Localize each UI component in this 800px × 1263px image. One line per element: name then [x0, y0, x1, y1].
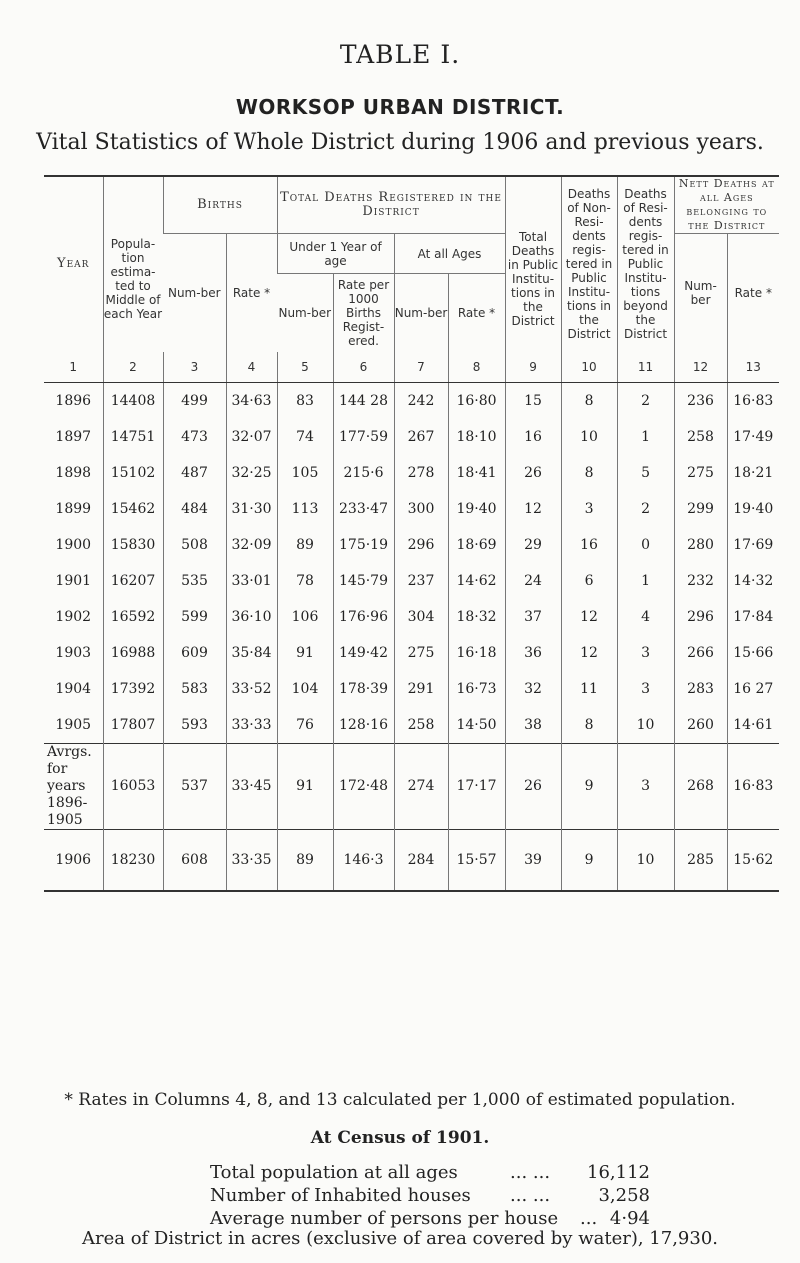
table-cell: 4	[617, 599, 674, 635]
table-cell: 18·69	[448, 527, 505, 563]
table-cell: 39	[505, 829, 561, 891]
table-cell: 33·33	[226, 707, 277, 744]
header-non-residents: Deaths of Non-Resi-dents regis-tered in Public Institu-tions in the District	[561, 176, 617, 352]
table-cell: 258	[394, 707, 448, 744]
table-row	[44, 599, 779, 635]
table-cell: 1902	[55, 608, 92, 625]
table-cell: 2	[617, 382, 674, 419]
table-cell: 16	[561, 527, 617, 563]
table-cell: 535	[163, 563, 226, 599]
table-cell: 2	[617, 491, 674, 527]
table-cell: 296	[674, 599, 727, 635]
header-residents-beyond: Deaths of Resi-dents regis-tered in Public Institu-tions beyond the District	[617, 176, 674, 352]
header-year: Year	[57, 256, 90, 272]
header-births-number: Num-ber	[167, 285, 221, 300]
table-cell: 274	[394, 743, 448, 829]
table-cell: 31·30	[226, 491, 277, 527]
table-cell: 12	[561, 635, 617, 671]
vital-statistics-table	[44, 175, 779, 892]
table-cell: 26	[505, 455, 561, 491]
table-row	[44, 419, 779, 455]
table-cell: 300	[394, 491, 448, 527]
table-cell: 177·59	[333, 419, 394, 455]
table-cell: 146·3	[333, 829, 394, 891]
header-nett-rate: Rate *	[727, 234, 779, 352]
table-cell: 275	[394, 635, 448, 671]
table-cell: 16·83	[727, 382, 779, 419]
header-all-ages-number: Num-ber	[394, 274, 448, 352]
table-cell: 89	[277, 527, 333, 563]
table-cell: 5	[617, 455, 674, 491]
table-cell: 233·47	[333, 491, 394, 527]
table-cell: 91	[277, 635, 333, 671]
table-cell: 609	[163, 635, 226, 671]
census-label: Average number of persons per house	[210, 1208, 559, 1229]
table-cell: 18·32	[448, 599, 505, 635]
table-cell: 1901	[55, 572, 92, 589]
table-cell: 14751	[103, 419, 163, 455]
column-number: 8	[448, 352, 505, 383]
table-cell: 1897	[55, 428, 92, 445]
column-number: 1	[44, 352, 103, 383]
header-nett-deaths: Nett Deaths at all Ages belonging to the District	[674, 176, 779, 234]
table-cell: 16·18	[448, 635, 505, 671]
table-cell: 608	[163, 829, 226, 891]
column-number: 10	[561, 352, 617, 383]
table-cell: 16053	[103, 743, 163, 829]
table-cell: 15·66	[727, 635, 779, 671]
rates-footnote: * Rates in Columns 4, 8, and 13 calculated per 1,000 of estimated population.	[64, 1090, 736, 1110]
table-cell: 473	[163, 419, 226, 455]
table-cell: 15102	[103, 455, 163, 491]
table-cell: 178·39	[333, 671, 394, 707]
table-cell: 6	[561, 563, 617, 599]
table-cell: 291	[394, 671, 448, 707]
table-label: TABLE I.	[339, 40, 461, 69]
table-cell: 280	[674, 527, 727, 563]
table-cell: 89	[277, 829, 333, 891]
header-all-ages-rate: Rate *	[448, 274, 505, 352]
column-number: 9	[505, 352, 561, 383]
column-number: 12	[674, 352, 727, 383]
table-row	[44, 491, 779, 527]
header-under-1: Under 1 Year of age	[277, 234, 394, 274]
table-cell: 8	[561, 382, 617, 419]
table-cell: 499	[163, 382, 226, 419]
averages-label: Avrgs. for years 1896-1905	[44, 743, 103, 829]
table-cell: 304	[394, 599, 448, 635]
column-number: 2	[103, 352, 163, 383]
table-cell: 18·41	[448, 455, 505, 491]
table-cell: 299	[674, 491, 727, 527]
table-cell: 14·61	[727, 707, 779, 744]
table-cell: 10	[617, 707, 674, 744]
census-label: Number of Inhabited houses	[210, 1185, 471, 1206]
leader-dots: ... ...	[510, 1185, 551, 1206]
table-cell: 14·50	[448, 707, 505, 744]
table-cell: 3	[617, 671, 674, 707]
table-cell: 1903	[55, 644, 92, 661]
table-cell: 17392	[103, 671, 163, 707]
table-cell: 37	[505, 599, 561, 635]
table-cell: 15	[505, 382, 561, 419]
table-row	[44, 635, 779, 671]
table-cell: 3	[617, 635, 674, 671]
table-row	[44, 707, 779, 744]
leader-dots: ... ...	[510, 1162, 551, 1183]
table-cell: 593	[163, 707, 226, 744]
table-cell: 1904	[55, 680, 92, 697]
table-cell: 175·19	[333, 527, 394, 563]
header-under-1-number: Num-ber	[278, 305, 332, 320]
table-cell: 14·32	[727, 563, 779, 599]
table-cell: 17·17	[448, 743, 505, 829]
table-cell: 15462	[103, 491, 163, 527]
table-cell: 296	[394, 527, 448, 563]
column-number: 3	[163, 352, 226, 383]
header-public-institutions: Total Deaths in Public Institu-tions in the District	[505, 176, 561, 352]
header-population: Popula-tion estima-ted to Middle of each Year	[103, 176, 163, 352]
table-row	[44, 455, 779, 491]
table-cell: 1906	[44, 829, 103, 891]
table-cell: 1905	[55, 716, 92, 733]
table-cell: 0	[617, 527, 674, 563]
table-cell: 1	[617, 563, 674, 599]
table-cell: 32·07	[226, 419, 277, 455]
table-cell: 104	[277, 671, 333, 707]
table-cell: 236	[674, 382, 727, 419]
table-cell: 33·45	[226, 743, 277, 829]
table-cell: 19·40	[727, 491, 779, 527]
table-cell: 76	[277, 707, 333, 744]
table-cell: 19·40	[448, 491, 505, 527]
table-cell: 32·25	[226, 455, 277, 491]
table-row	[44, 527, 779, 563]
column-number: 7	[394, 352, 448, 383]
census-value: 3,258	[598, 1185, 650, 1206]
column-number: 6	[333, 352, 394, 383]
table-cell: 33·35	[226, 829, 277, 891]
table-cell: 10	[561, 419, 617, 455]
table-cell: 12	[561, 599, 617, 635]
table-cell: 106	[277, 599, 333, 635]
table-cell: 36·10	[226, 599, 277, 635]
header-under-1-rate: Rate per 1000 Births Regist-ered.	[333, 274, 394, 352]
column-number: 11	[617, 352, 674, 383]
table-cell: 1900	[55, 536, 92, 553]
table-cell: 74	[277, 419, 333, 455]
table-row	[44, 382, 779, 419]
header-nett-number: Num-ber	[674, 234, 727, 352]
table-cell: 91	[277, 743, 333, 829]
table-cell: 232	[674, 563, 727, 599]
table-cell: 34·63	[226, 382, 277, 419]
table-cell: 16207	[103, 563, 163, 599]
table-cell: 283	[674, 671, 727, 707]
leader-dots: ...	[580, 1208, 598, 1229]
table-cell: 15·62	[727, 829, 779, 891]
table-cell: 17·49	[727, 419, 779, 455]
table-cell: 149·42	[333, 635, 394, 671]
table-cell: 29	[505, 527, 561, 563]
table-cell: 9	[561, 829, 617, 891]
table-cell: 8	[561, 455, 617, 491]
table-cell: 36	[505, 635, 561, 671]
table-cell: 16988	[103, 635, 163, 671]
table-cell: 508	[163, 527, 226, 563]
table-cell: 583	[163, 671, 226, 707]
table-cell: 237	[394, 563, 448, 599]
table-cell: 17807	[103, 707, 163, 744]
table-cell: 285	[674, 829, 727, 891]
table-cell: 284	[394, 829, 448, 891]
table-cell: 33·01	[226, 563, 277, 599]
table-cell: 83	[277, 382, 333, 419]
table-cell: 24	[505, 563, 561, 599]
table-cell: 1	[617, 419, 674, 455]
table-cell: 8	[561, 707, 617, 744]
table-row	[44, 563, 779, 599]
table-cell: 487	[163, 455, 226, 491]
table-cell: 14·62	[448, 563, 505, 599]
table-cell: 275	[674, 455, 727, 491]
table-body	[44, 382, 779, 891]
table-cell: 267	[394, 419, 448, 455]
table-subtitle: Vital Statistics of Whole District during 1906 and previous years.	[36, 130, 764, 155]
census-item	[210, 1185, 730, 1209]
table-cell: 268	[674, 743, 727, 829]
table-cell: 26	[505, 743, 561, 829]
table-cell: 78	[277, 563, 333, 599]
district-title: WORKSOP URBAN DISTRICT.	[235, 95, 565, 119]
table-cell: 113	[277, 491, 333, 527]
column-number: 5	[277, 352, 333, 383]
table-cell: 1896	[44, 382, 103, 419]
table-cell: 3	[561, 491, 617, 527]
table-cell: 18230	[103, 829, 163, 891]
column-numbers-row	[44, 352, 779, 383]
table-cell: 484	[163, 491, 226, 527]
table-cell: 15·57	[448, 829, 505, 891]
census-value: 4·94	[609, 1208, 650, 1229]
table-cell: 3	[617, 743, 674, 829]
table-cell: 14408	[103, 382, 163, 419]
header-births-rate: Rate *	[226, 234, 277, 352]
header-total-deaths: Total Deaths Registered in the District	[277, 176, 505, 234]
header-all-ages: At all Ages	[394, 234, 505, 274]
table-cell: 176·96	[333, 599, 394, 635]
column-number: 4	[226, 352, 277, 383]
table-cell: 12	[505, 491, 561, 527]
table-cell: 144 28	[333, 382, 394, 419]
table-cell: 258	[674, 419, 727, 455]
census-value: 16,112	[587, 1162, 650, 1183]
table-cell: 16·73	[448, 671, 505, 707]
table-cell: 260	[674, 707, 727, 744]
table-cell: 17·84	[727, 599, 779, 635]
table-cell: 38	[505, 707, 561, 744]
table-cell: 1899	[55, 500, 92, 517]
table-cell: 32	[505, 671, 561, 707]
table-cell: 32·09	[226, 527, 277, 563]
table-cell: 215·6	[333, 455, 394, 491]
header-births: Births	[163, 176, 277, 234]
table-cell: 18·10	[448, 419, 505, 455]
table-cell: 16·80	[448, 382, 505, 419]
table-cell: 145·79	[333, 563, 394, 599]
year-1906-row	[44, 829, 779, 891]
table-cell: 278	[394, 455, 448, 491]
table-cell: 172·48	[333, 743, 394, 829]
table-cell: 266	[674, 635, 727, 671]
table-cell: 16·83	[727, 743, 779, 829]
table-cell: 537	[163, 743, 226, 829]
table-cell: 33·52	[226, 671, 277, 707]
table-cell: 15830	[103, 527, 163, 563]
table-cell: 35·84	[226, 635, 277, 671]
table-cell: 1898	[55, 464, 92, 481]
table-cell: 16	[505, 419, 561, 455]
census-title: At Census of 1901.	[310, 1128, 490, 1148]
table-cell: 599	[163, 599, 226, 635]
table-cell: 16592	[103, 599, 163, 635]
table-cell: 128·16	[333, 707, 394, 744]
column-number: 13	[727, 352, 779, 383]
table-cell: 10	[617, 829, 674, 891]
table-row	[44, 671, 779, 707]
census-label: Total population at all ages	[210, 1162, 458, 1183]
table-cell: 11	[561, 671, 617, 707]
area-note: Area of District in acres (exclusive of area covered by water), 17,930.	[82, 1228, 718, 1249]
table-cell: 17·69	[727, 527, 779, 563]
table-cell: 16 27	[727, 671, 779, 707]
table-cell: 18·21	[727, 455, 779, 491]
table-cell: 242	[394, 382, 448, 419]
averages-row	[44, 743, 779, 829]
table-cell: 105	[277, 455, 333, 491]
table-cell: 9	[561, 743, 617, 829]
census-item	[210, 1162, 730, 1186]
